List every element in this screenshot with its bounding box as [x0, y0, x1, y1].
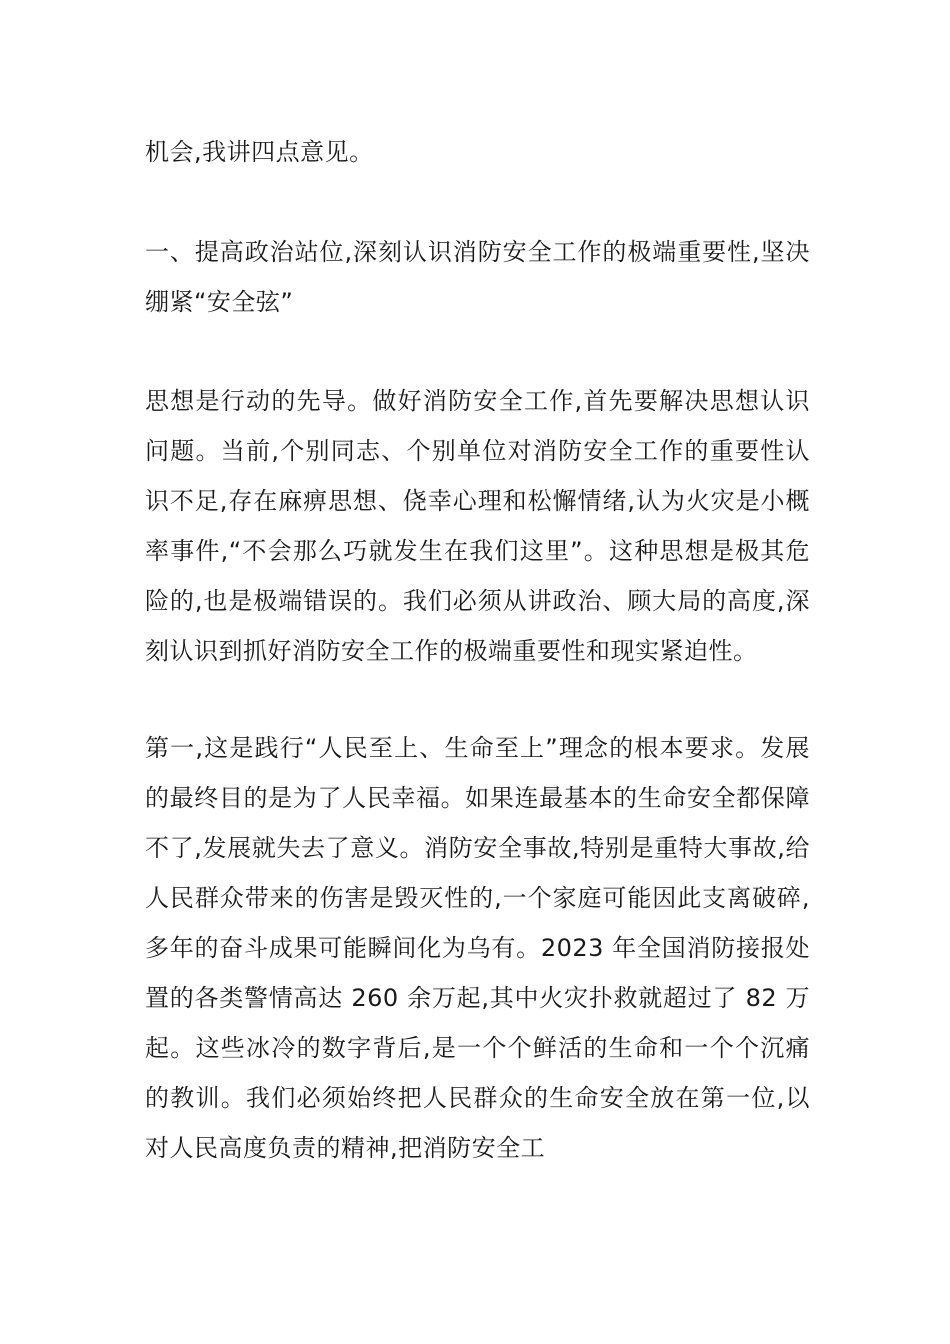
- paragraph-body-first-point: 第一,这是践行“人民至上、生命至上”理念的根本要求。发展的最终目的是为了人民幸福。如果连最基本的生命安全都保障不了,发展就失去了意义。消防安全事故,特别是重特大事故,给人民群众带来的伤害是毁灭性的,一个家庭可能因此支离破碎,多年的奋斗成果可能瞬间化为乌有。2023 年全国消防接报处置的各类警情高达 260 余万起,其中火灾扑救就超过了 82 万起。这些冰冷的数字背后,是一个个鲜活的生命和一个个沉痛的教训。我们必须始终把人民群众的生命安全放在第一位,以对人民高度负责的精神,把消防安全工: [145, 734, 810, 1162]
- paragraph-opening: 机会,我讲四点意见。: [145, 138, 374, 166]
- paragraph-body-thinking: 思想是行动的先导。做好消防安全工作,首先要解决思想认识问题。当前,个别同志、个别单位对消防安全工作的重要性认识不足,存在麻痹思想、侥幸心理和松懈情绪,认为火灾是小概率事件,“不会那么巧就发生在我们这里”。这种思想是极其危险的,也是极端错误的。我们必须从讲政治、顾大局的高度,深刻认识到抓好消防安全工作的极端重要性和现实紧迫性。: [145, 387, 810, 665]
- section-heading-1: 一、提高政治站位,深刻认识消防安全工作的极端重要性,坚决绷紧“安全弦”: [145, 238, 810, 316]
